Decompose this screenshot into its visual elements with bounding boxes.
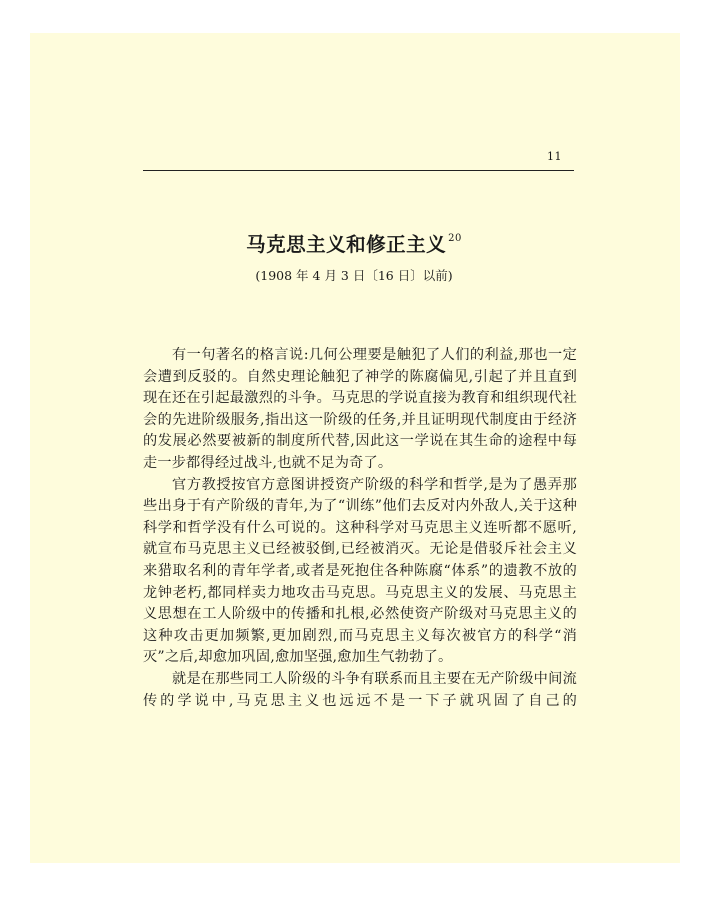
title-text: 马克思主义和修正主义 [246,233,447,256]
footnote-reference: 20 [448,233,462,244]
page-number: 11 [547,150,562,163]
paragraph-2: 官方教授按官方意图讲授资产阶级的科学和哲学,是为了愚弄那些出身于有产阶级的青年,为了“训练”他们去反对内外敌人,关于这种科学和哲学没有什么可说的。这种科学对马克思主义连听都不愿听,就宣布马克思主义已经被驳倒,已经被消灭。无论是借驳斥社会主义来猎取名利的青年学者,或者是死抱住各种陈腐“体系”的遗教不放的龙钟老朽,都同样卖力地攻击马克思。马克思主义的发展、马克思主义思想在工人阶级中的传播和扎根,必然使资产阶级对马克思主义的这种攻击更加频繁,更加剧烈,而马克思主义每次被官方的科学“消灭”之后,却愈加巩固,愈加坚强,愈加生气勃勃了。 [143,476,577,666]
paragraph-1: 有一句著名的格言说:几何公理要是触犯了人们的利益,那也一定会遭到反驳的。自然史理论触犯了神学的陈腐偏见,引起了并且直到现在还在引起最激烈的斗争。马克思的学说直接为教育和组织现代社会的先进阶级服务,指出这一阶级的任务,并且证明现代制度由于经济的发展必然要被新的制度所代替,因此这一学说在其生命的途程中每走一步都得经过战斗,也就不足为奇了。 [143,347,577,471]
paragraph-3: 就是在那些同工人阶级的斗争有联系而且主要在无产阶级中间流传的学说中,马克思主义也远远不是一下子就巩固了自己的 [143,670,577,709]
article-body [143,345,577,712]
header-rule [143,170,574,171]
article-date: (1908 年 4 月 3 日〔16 日〕以前) [255,268,453,283]
article-title [0,229,708,257]
